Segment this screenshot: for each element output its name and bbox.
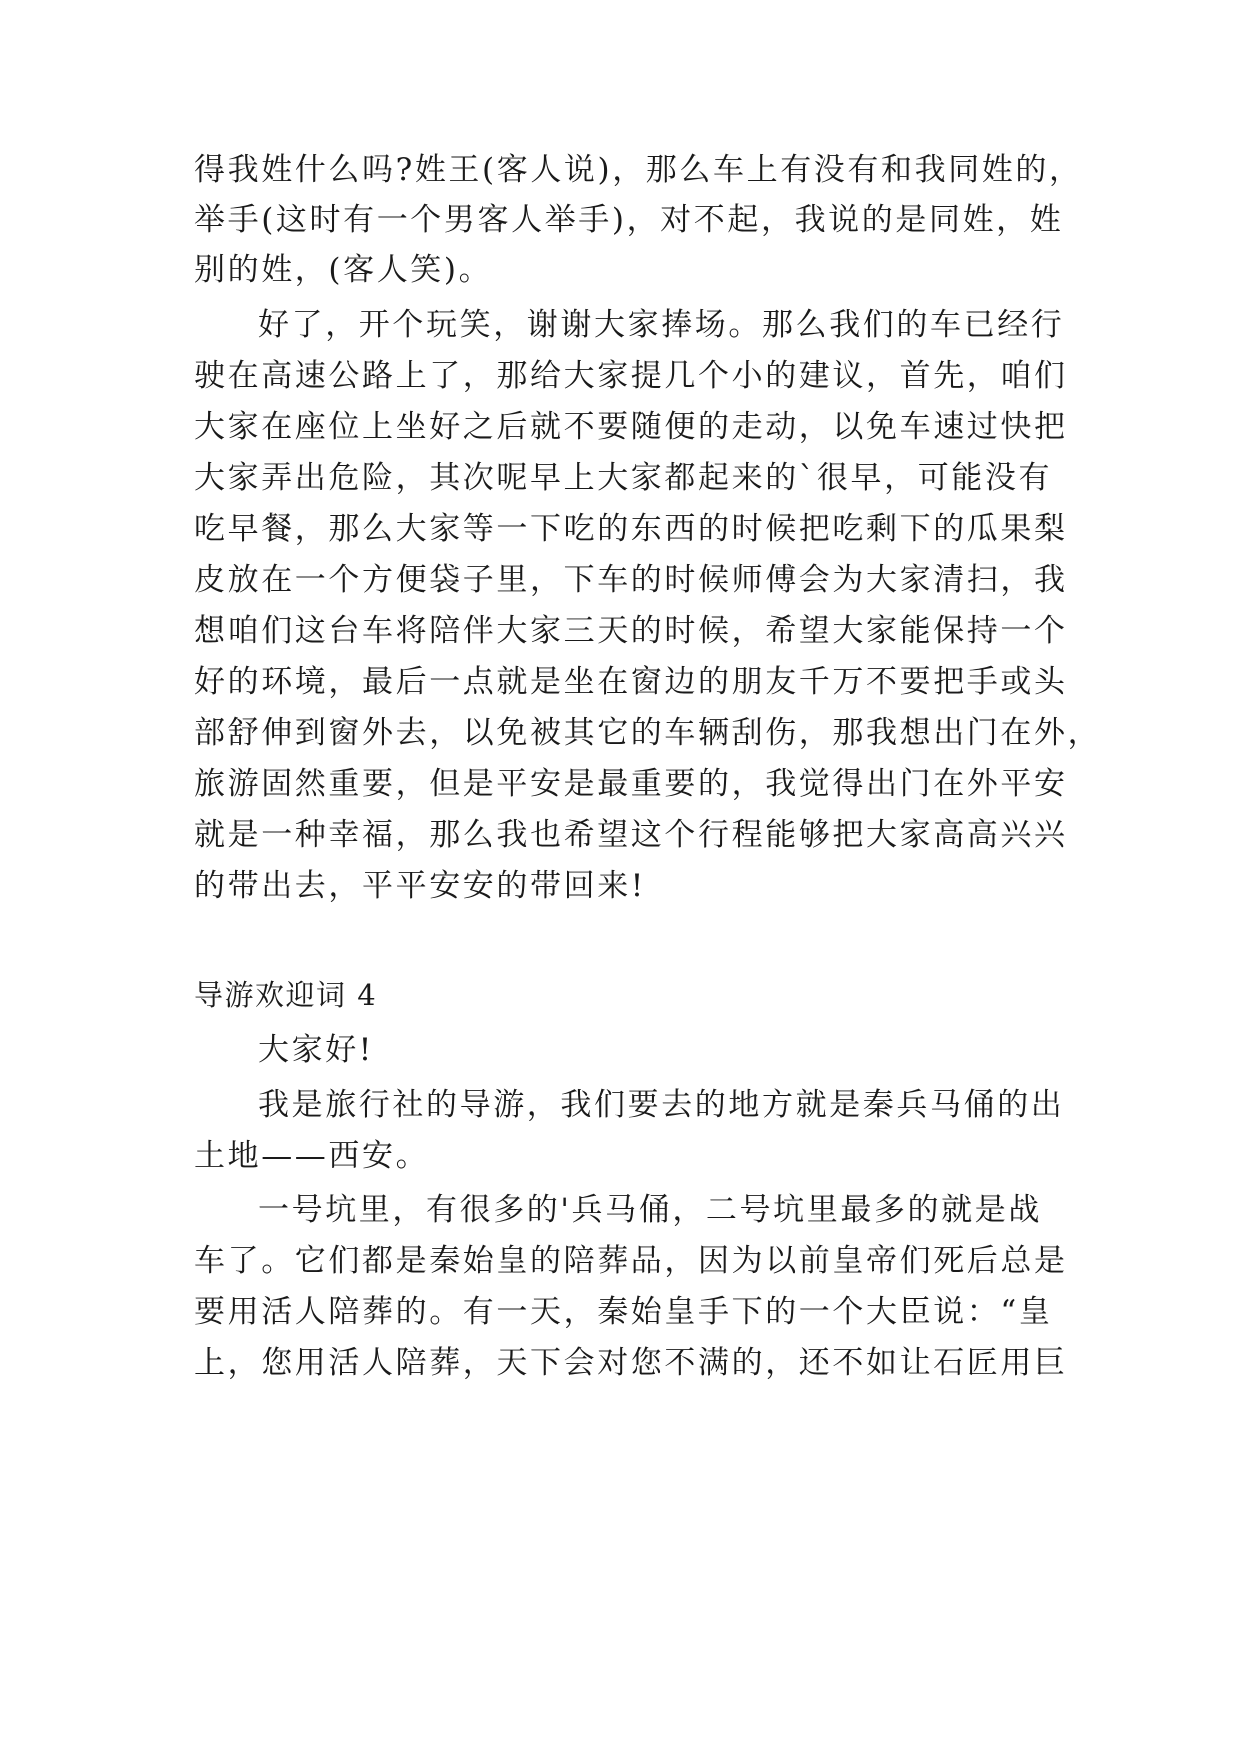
text-line: 一号坑里，有很多的'兵马俑，二号坑里最多的就是战 (258, 1192, 1042, 1228)
text-line: 旅游固然重要，但是平安是最重要的，我觉得出门在外平安 (194, 766, 1068, 802)
text-line: 大家在座位上坐好之后就不要随便的走动，以免车速过快把 (194, 409, 1068, 445)
text-line: 就是一种幸福，那么我也希望这个行程能够把大家高高兴兴 (194, 817, 1068, 853)
text-line: 要用活人陪葬的。有一天，秦始皇手下的一个大臣说：“皇 (194, 1294, 1053, 1330)
text-line: 部舒伸到窗外去，以免被其它的车辆刮伤，那我想出门在外， (194, 715, 1102, 751)
text-line: 土地——西安。 (194, 1138, 430, 1174)
text-line: 吃早餐，那么大家等一下吃的东西的时候把吃剩下的瓜果梨 (194, 511, 1068, 547)
text-line: 皮放在一个方便袋子里，下车的时候师傅会为大家清扫，我 (194, 562, 1068, 598)
text-line: 得我姓什么吗?姓王(客人说)，那么车上有没有和我同姓的， (194, 152, 1083, 188)
text-line: 举手(这时有一个男客人举手)，对不起，我说的是同姓，姓 (194, 202, 1064, 238)
text-line: 我是旅行社的导游，我们要去的地方就是秦兵马俑的出 (258, 1087, 1065, 1123)
text-line: 想咱们这台车将陪伴大家三天的时候，希望大家能保持一个 (194, 613, 1068, 649)
text-line: 上，您用活人陪葬，天下会对您不满的，还不如让石匠用巨 (194, 1345, 1068, 1381)
text-line: 大家弄出危险，其次呢早上大家都起来的`很早，可能没有 (194, 460, 1053, 496)
greeting-line: 大家好! (258, 1032, 374, 1068)
text-line: 车了。它们都是秦始皇的陪葬品，因为以前皇帝们死后总是 (194, 1243, 1068, 1279)
text-line: 别的姓，(客人笑)。 (194, 252, 493, 288)
text-line: 好的环境，最后一点就是坐在窗边的朋友千万不要把手或头 (194, 664, 1068, 700)
text-line: 好了，开个玩笑，谢谢大家捧场。那么我们的车已经行 (258, 307, 1065, 343)
text-line: 的带出去，平平安安的带回来! (194, 868, 646, 904)
section-heading: 导游欢迎词 4 (194, 978, 378, 1012)
text-line: 驶在高速公路上了，那给大家提几个小的建议，首先，咱们 (194, 358, 1068, 394)
